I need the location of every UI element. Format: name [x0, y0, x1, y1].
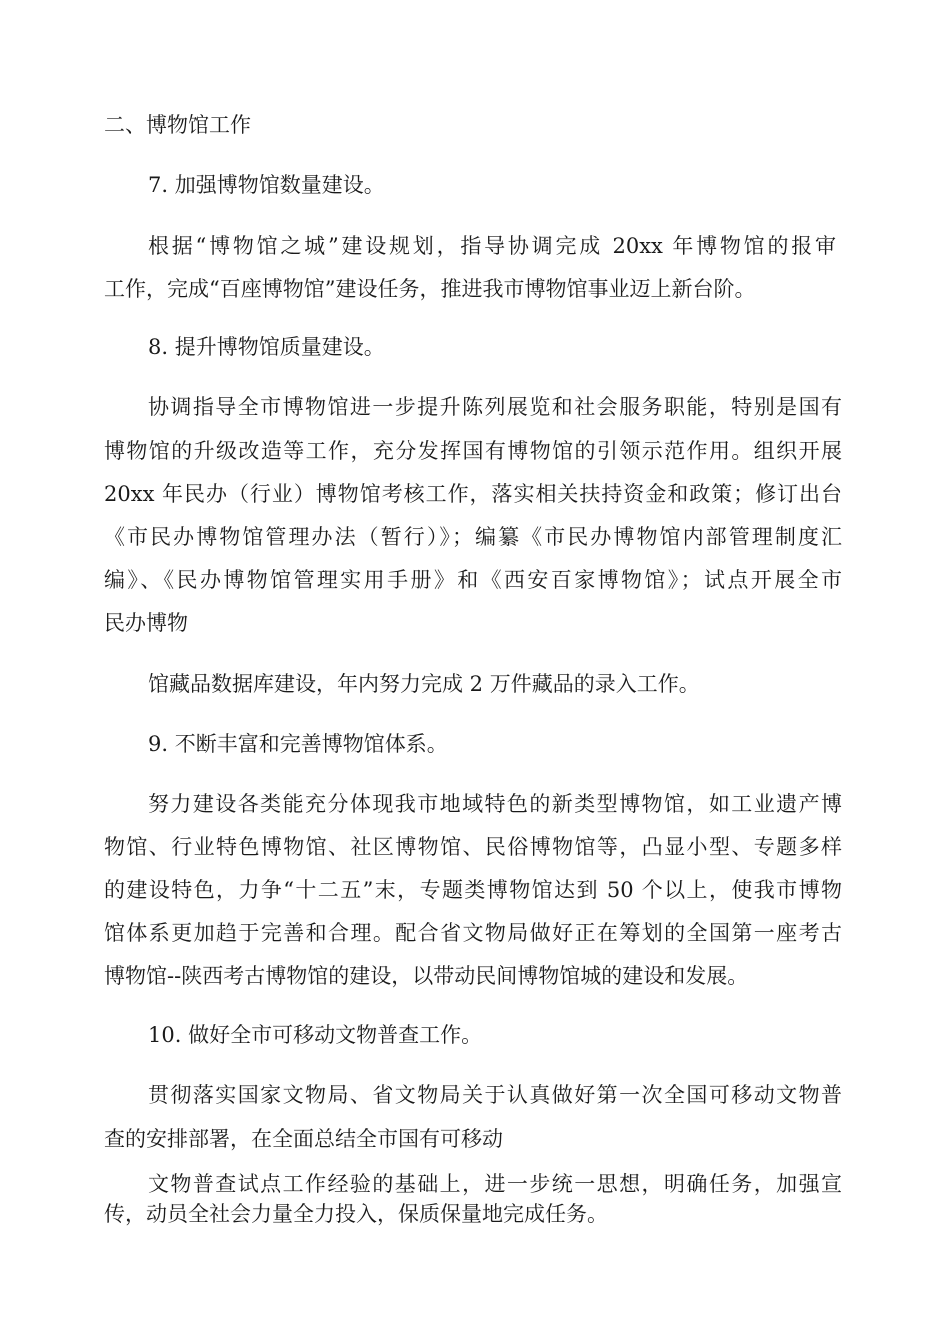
item-10-continuation-1: 文物普查试点工作经验的基础上，进一步统一思想，明确任务，加强宣 [148, 1172, 842, 1196]
item-8-line-3: 20xx 年民办（行业）博物馆考核工作，落实相关扶持资金和政策；修订出台 [104, 482, 842, 506]
item-7-title: 7. 加强博物馆数量建设。 [148, 173, 385, 197]
item-9-line-3: 的建设特色，力争“十二五”末，专题类博物馆达到 50 个以上，使我市博物 [104, 878, 842, 902]
item-10-line-2: 查的安排部署，在全面总结全市国有可移动 [104, 1127, 503, 1151]
item-9-line-2: 物馆、行业特色博物馆、社区博物馆、民俗博物馆等，凸显小型、专题多样 [104, 835, 842, 859]
item-8-line-6: 民办博物 [104, 611, 188, 635]
item-7-line-1: 根据“博物馆之城”建设规划，指导协调完成 20xx 年博物馆的报审 [148, 234, 836, 258]
item-7-line-2: 工作，完成“百座博物馆”建设任务，推进我市博物馆事业迈上新台阶。 [104, 277, 756, 301]
item-9-line-4: 馆体系更加趋于完善和合理。配合省文物局做好正在筹划的全国第一座考古 [104, 921, 842, 945]
item-9-line-1: 努力建设各类能充分体现我市地域特色的新类型博物馆，如工业遗产博 [148, 792, 842, 816]
item-8-title: 8. 提升博物馆质量建设。 [148, 335, 385, 359]
item-10-line-1: 贯彻落实国家文物局、省文物局关于认真做好第一次全国可移动文物普 [148, 1083, 842, 1107]
item-8-line-4: 《市民办博物馆管理办法（暂行）》；编纂《市民办博物馆内部管理制度汇 [104, 525, 842, 549]
item-8-line-2: 博物馆的升级改造等工作，充分发挥国有博物馆的引领示范作用。组织开展 [104, 439, 842, 463]
item-8-continuation: 馆藏品数据库建设，年内努力完成 2 万件藏品的录入工作。 [148, 672, 700, 696]
section-heading: 二、博物馆工作 [104, 113, 251, 137]
item-9-title: 9. 不断丰富和完善博物馆体系。 [148, 732, 448, 756]
item-9-line-5: 博物馆--陕西考古博物馆的建设，以带动民间博物馆城的建设和发展。 [104, 964, 749, 988]
item-8-line-5: 编》、《民办博物馆管理实用手册》和《西安百家博物馆》；试点开展全市 [104, 568, 842, 592]
item-8-line-1: 协调指导全市博物馆进一步提升陈列展览和社会服务职能，特别是国有 [148, 395, 842, 419]
item-10-continuation-2: 传，动员全社会力量全力投入，保质保量地完成任务。 [104, 1202, 608, 1226]
item-10-title: 10. 做好全市可移动文物普查工作。 [148, 1023, 483, 1047]
